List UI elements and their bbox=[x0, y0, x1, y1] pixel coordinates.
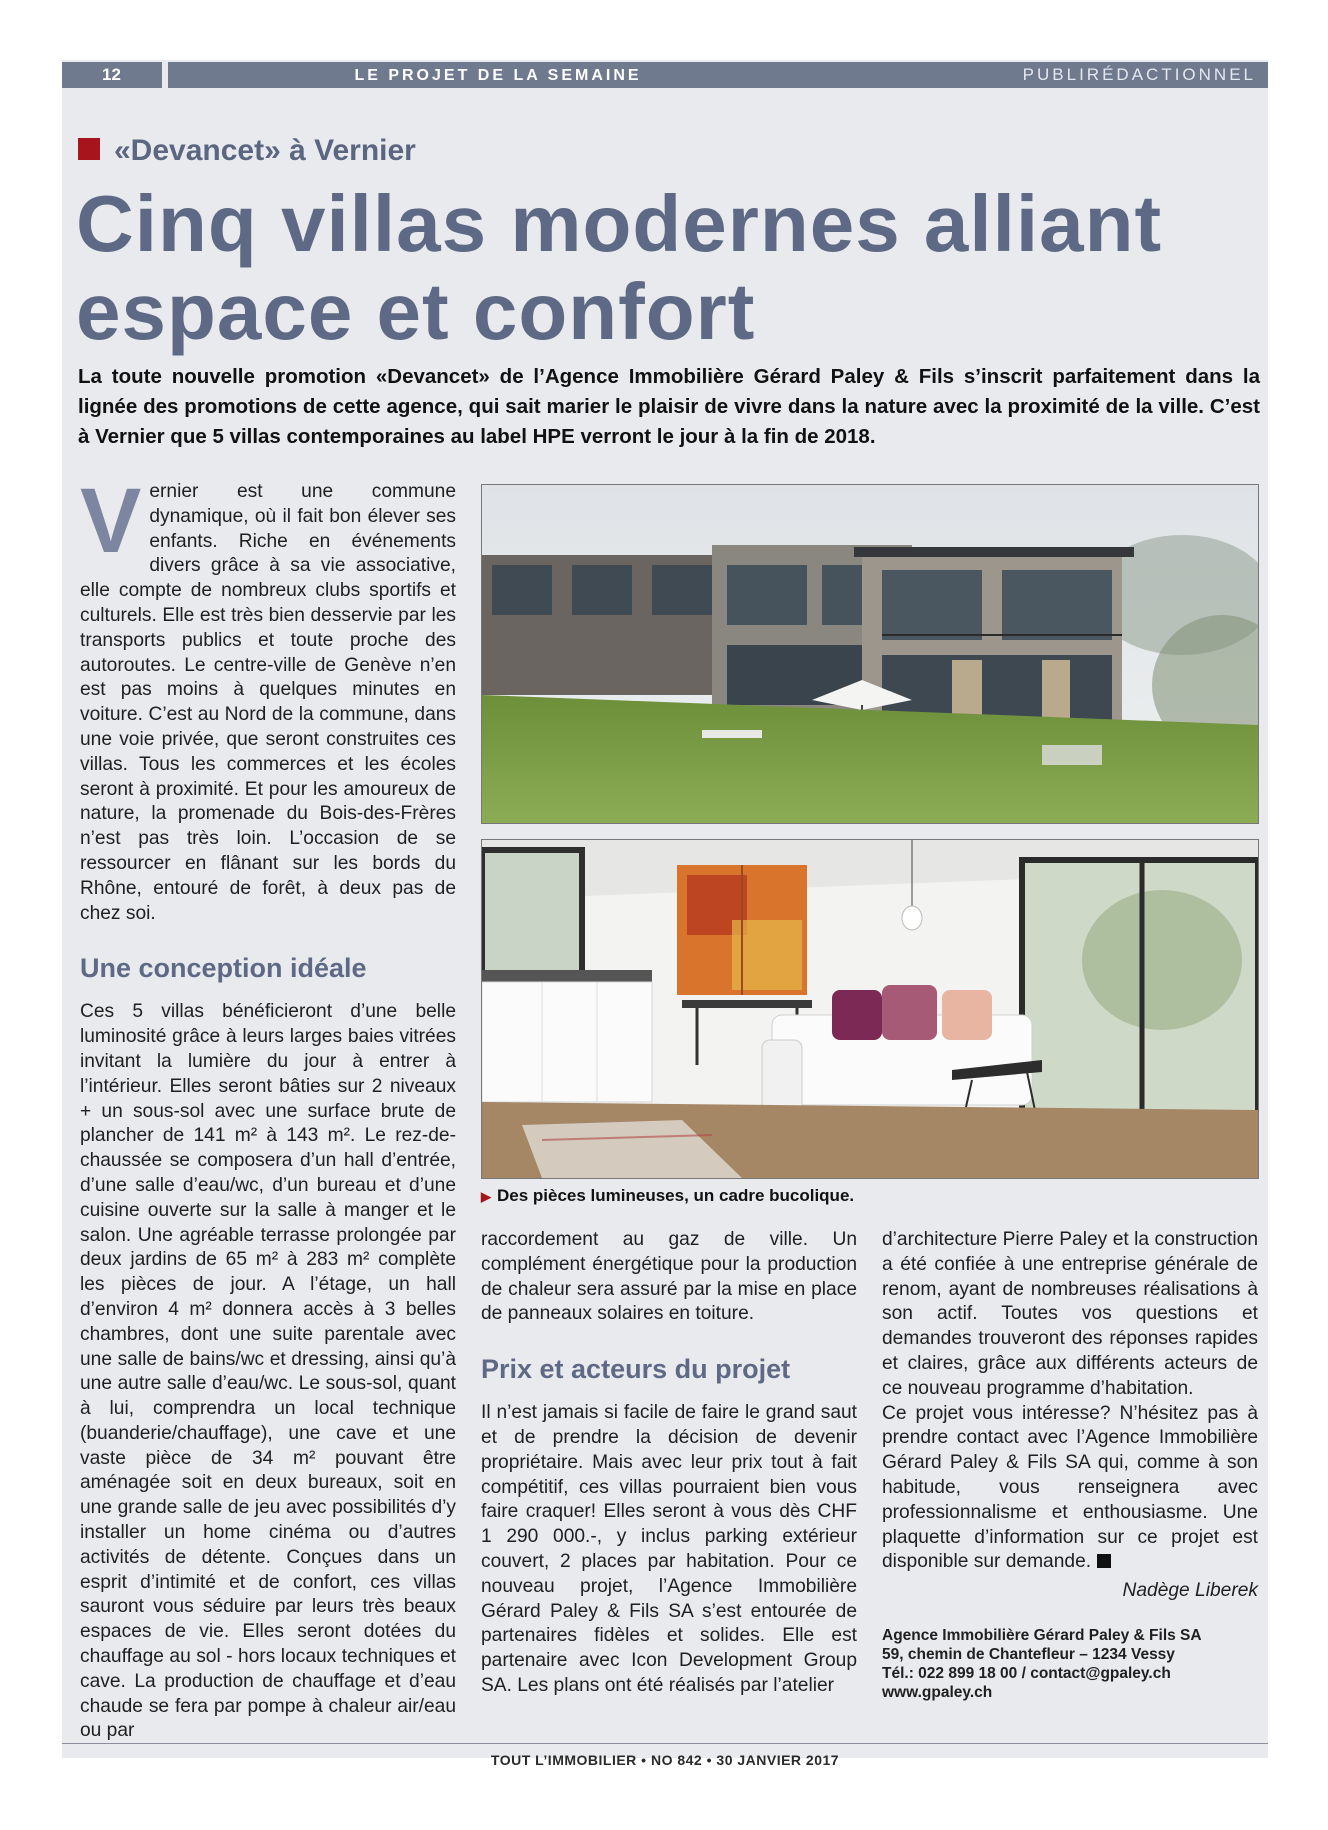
headline-line-1: Cinq villas modernes alliant bbox=[76, 179, 1163, 268]
headline bbox=[76, 180, 1256, 356]
subhead-prix: Prix et acteurs du projet bbox=[481, 1354, 791, 1385]
contact-website-link[interactable]: www.gpaley.ch bbox=[882, 1683, 993, 1701]
intro-paragraph bbox=[80, 470, 456, 926]
body-paragraph-4: d’architecture Pierre Paley et la construction a été confiée à une entreprise générale de renom, ayant de nombreuses réalisations à son actif. Toutes vos questions et demandes trouveront des réponses rapides et claires, grâce aux différents acteurs de ce nouveau programme d’habitation. bbox=[882, 1229, 1258, 1399]
red-square-icon bbox=[78, 138, 100, 160]
body-paragraph-5 bbox=[882, 1402, 1258, 1576]
intro-text: ernier est une commune dynamique, où il fait bon élever ses enfants. Riche en événements divers grâce à sa vie associative, elle compte de nombreux clubs sportifs et culturels. Elle est très bien desservie par les transports publics et toute proche des autoroutes. Le centre-ville de Genève n’en est pas moins à quelques minutes en voiture. C’est au Nord de la commune, dans une voie privée, que seront construites ces villas. Tous les commerces et les écoles seront à proximité. Et pour les amoureux de nature, la promenade du Bois-des-Frères n’est pas très loin. L’occasion de se ressourcer en flânant sur les bords du Rhône, entouré de forêt, à deux pas de chez soi. bbox=[80, 481, 456, 924]
column-2 bbox=[481, 1228, 857, 1699]
villa-exterior-image bbox=[481, 484, 1259, 824]
kicker-text: «Devancet» à Vernier bbox=[114, 134, 416, 167]
body-paragraph-5-text: Ce projet vous intéresse? N’hésitez pas à prendre contact avec l’Agence Immobilière Gérard Paley & Fils SA qui, comme à son habitude, vous renseignera avec professionnalisme et enthousiasme. Une plaquette d’information sur ce projet est disponible sur demande. bbox=[882, 1402, 1258, 1573]
body-paragraph-1: Ces 5 villas bénéficieront d’une belle luminosité grâce à leurs larges baies vitrées invitant la lumière du jour à entrer à l’intérieur. Elles seront bâties sur 2 niveaux + un sous-sol avec une surface brute de plancher de 141 m² à 143 m². Le rez-de-chaussée se composera d’un hall d’entrée, d’une salle d’eau/wc, d’un bureau et d’une cuisine ouverte sur la salle à manger et le salon. Une agréable terrasse prolongée par deux jardins de 65 m² à 283 m² complète les pièces de jour. A l’étage, un hall d’environ 4 m² donnera accès à 3 belles chambres, dont une suite parentale avec une salle de bains/wc et dressing, ainsi qu’à une autre salle d’eau/wc. Le sous-sol, quant à lui, comprendra un local technique (buanderie/chauffage), une cave et une vaste pièce de 34 m² pouvant être aménagée soit en deux bureaux, soit en une grande salle de jeu avec possibilités d’y installer un home cinéma ou d’autres activités de détente. Conçues dans un esprit d’intimité et de confort, ces villas sauront vous séduire par leurs très beaux espaces de vie. Elles seront dotées du chauffage au sol - hors locaux techniques et cave. La production de chauffage et d’eau chaude se fera par pompe à chaleur air/eau ou par bbox=[80, 1001, 456, 1742]
contact-phone-email[interactable]: Tél.: 022 899 18 00 / contact@gpaley.ch bbox=[882, 1664, 1171, 1682]
footer-text: TOUT L’IMMOBILIER • NO 842 • 30 JANVIER 2017 bbox=[490, 1752, 840, 1768]
caption-text: Des pièces lumineuses, un cadre bucolique. bbox=[497, 1186, 855, 1205]
contact-address: 59, chemin de Chantefleur – 1234 Vessy bbox=[882, 1645, 1175, 1663]
contact-name: Agence Immobilière Gérard Paley & Fils SA bbox=[882, 1626, 1202, 1644]
body-paragraph-3: Il n’est jamais si facile de faire le grand saut et de prendre la décision de devenir propriétaire. Mais avec leur prix tout à fait compétitif, ces villas pourraient bien vous faire craquer! Elles seront à vous dès CHF 1 290 000.-, y inclus parking extérieur couvert, 2 places par habitation. Pour ce nouveau projet, l’Agence Immobilière Gérard Paley & Fils SA s’est entourée de partenaires fidèles et solides. Elle est partenaire avec Icon Development Group SA. Les plans ont été réalisés par l’atelier bbox=[481, 1402, 857, 1696]
footer-divider bbox=[62, 1743, 1268, 1744]
body-paragraph-2: raccordement au gaz de ville. Un complément énergétique pour la production de chaleur sera assuré par la mise en place de panneaux solaires en toiture. bbox=[481, 1229, 857, 1325]
column-3 bbox=[882, 1228, 1258, 1702]
lead-paragraph: La toute nouvelle promotion «Devancet» de l’Agence Immobilière Gérard Paley & Fils s’inscrit parfaitement dans la lignée des promotions de cette agence, qui sait marier le plaisir de vivre dans la nature avec la proximité de la ville. C’est à Vernier que 5 villas contemporaines au label HPE verront le jour à la fin de 2018. bbox=[78, 365, 1260, 448]
contact-block bbox=[882, 1626, 1258, 1702]
author-signature: Nadège Liberek bbox=[1122, 1580, 1258, 1602]
section-tag: PUBLIRÉDACTIONNEL bbox=[1022, 65, 1256, 84]
drop-cap: V bbox=[80, 470, 142, 572]
triangle-bullet-icon: ▶ bbox=[481, 1189, 491, 1204]
page-number: 12 bbox=[62, 62, 162, 88]
end-mark-icon bbox=[1097, 1554, 1111, 1568]
section-title: LE PROJET DE LA SEMAINE bbox=[354, 67, 642, 84]
living-room-image bbox=[481, 839, 1259, 1179]
image-caption bbox=[481, 1186, 1257, 1206]
headline-line-2: espace et confort bbox=[76, 267, 756, 356]
subhead-conception: Une conception idéale bbox=[80, 953, 367, 984]
kicker bbox=[78, 134, 416, 174]
column-1 bbox=[80, 470, 456, 1744]
